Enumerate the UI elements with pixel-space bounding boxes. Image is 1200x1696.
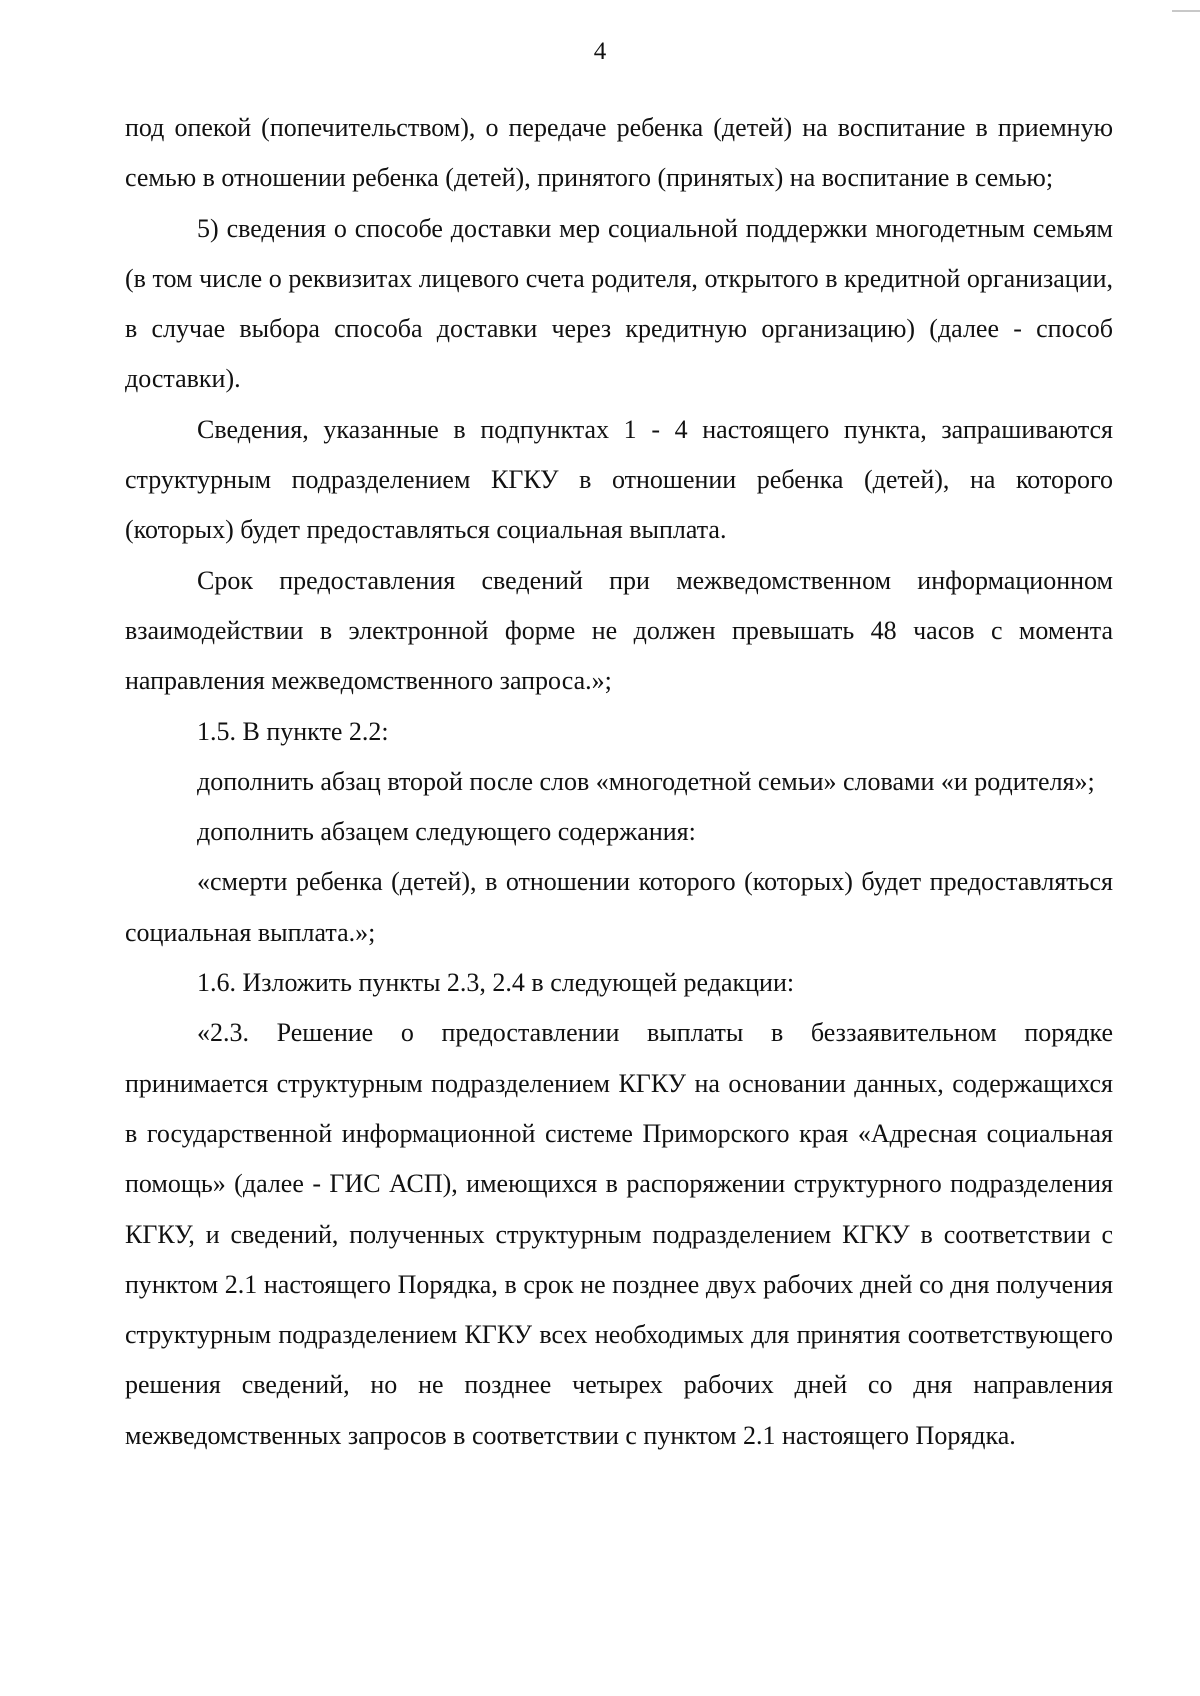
paragraph-item-5-delivery-method: 5) сведения о способе доставки мер социальной поддержки многодетным семьям (в том числе о реквизитах лицевого счета родителя, открытого в кредитной организации, в случае выбора способа доставки через кредитную организацию) (далее - способ доставки). <box>125 213 1113 394</box>
paragraph-response-deadline: Срок предоставления сведений при межведомственном информационном взаимодействии в электронной форме не должен превышать 48 часов с момента направления межведомственного запроса.»; <box>125 565 1113 696</box>
paragraph-guardianship-continuation: под опекой (попечительством), о передаче ребенка (детей) на воспитание в приемную семью в отношении ребенка (детей), принятого (принятых) на воспитание в семью; <box>125 113 1113 193</box>
document-body <box>125 103 1113 1461</box>
paragraph-child-death: «смерти ребенка (детей), в отношении которого (которых) будет предоставляться социальная выплата.»; <box>125 867 1113 947</box>
scan-edge-mark <box>1172 10 1200 12</box>
page-number: 4 <box>593 38 607 65</box>
paragraph-clause-1-5: 1.5. В пункте 2.2: <box>197 716 389 746</box>
paragraph-add-subparagraph: дополнить абзацем следующего содержания: <box>197 817 696 847</box>
paragraph-requested-information: Сведения, указанные в подпунктах 1 - 4 настоящего пункта, запрашиваются структурным подразделением КГКУ в отношении ребенка (детей), на которого (которых) будет предоставляться социальная выплата. <box>125 414 1113 545</box>
paragraph-clause-2-3: «2.3. Решение о предоставлении выплаты в беззаявительном порядке принимается структурным подразделением КГКУ на основании данных, содержащихся в государственной информационной системе Приморского края «Адресная социальная помощь» (далее - ГИС АСП), имеющихся в распоряжении структурного подразделения КГКУ, и сведений, полученных структурным подразделением КГКУ в соответствии с пунктом 2.1 настоящего Порядка, в срок не позднее двух рабочих дней со дня получения структурным подразделением КГКУ всех необходимых для принятия соответствующего решения сведений, но не позднее четырех рабочих дней со дня направления межведомственных запросов в соответствии с пунктом 2.1 настоящего Порядка. <box>125 1018 1113 1450</box>
paragraph-clause-1-6: 1.6. Изложить пункты 2.3, 2.4 в следующей редакции: <box>197 968 795 998</box>
paragraph-add-words: дополнить абзац второй после слов «многодетной семьи» словами «и родителя»; <box>197 766 1095 796</box>
